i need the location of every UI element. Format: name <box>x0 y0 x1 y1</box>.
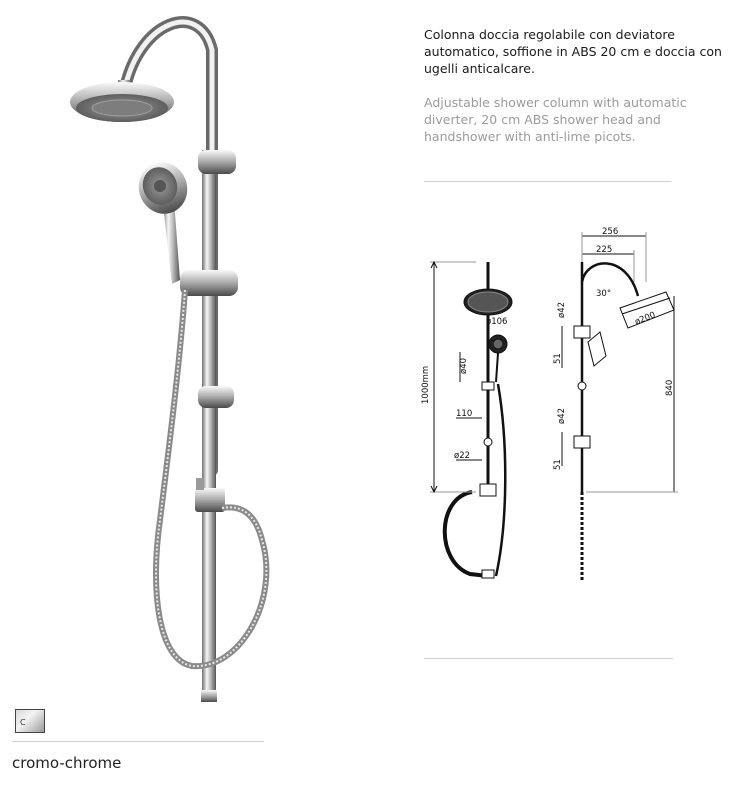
description-italian: Colonna doccia regolabile con deviatore automatico, soffione in ABS 20 cm e doccia con ugelli anticalcare. <box>424 27 722 76</box>
technical-drawing <box>416 222 686 598</box>
product-photo <box>50 0 270 710</box>
divider-top <box>424 181 671 182</box>
finish-divider <box>12 741 264 742</box>
dim-overall-height: 1000mm <box>421 365 431 404</box>
dim-slider-travel-lower: 51 <box>553 459 563 470</box>
description-english: Adjustable shower column with automatic diverter, 20 cm ABS shower head and handshower with anti-lime picots. <box>424 95 687 144</box>
divider-bottom <box>424 658 673 659</box>
dim-shower-head-diameter: ø106 <box>486 317 508 327</box>
finish-code: C <box>20 718 26 727</box>
dim-diverter-diameter: ø22 <box>454 451 471 461</box>
finish-label: cromo-chrome <box>12 754 122 772</box>
dim-arm-offset: 110 <box>456 409 473 419</box>
dim-slider-diameter-lower: ø42 <box>557 407 567 424</box>
dim-arm-angle: 30° <box>596 289 612 299</box>
dim-head-diameter: ø200 <box>633 310 658 328</box>
dim-bracket-diameter: ø40 <box>459 357 469 374</box>
dim-arm-reach: 225 <box>596 245 613 255</box>
dim-slider-travel-upper: 51 <box>553 353 563 364</box>
dim-slider-diameter-upper: ø42 <box>557 301 567 318</box>
dim-column-height: 840 <box>665 379 675 396</box>
dim-top-width: 256 <box>602 227 619 237</box>
